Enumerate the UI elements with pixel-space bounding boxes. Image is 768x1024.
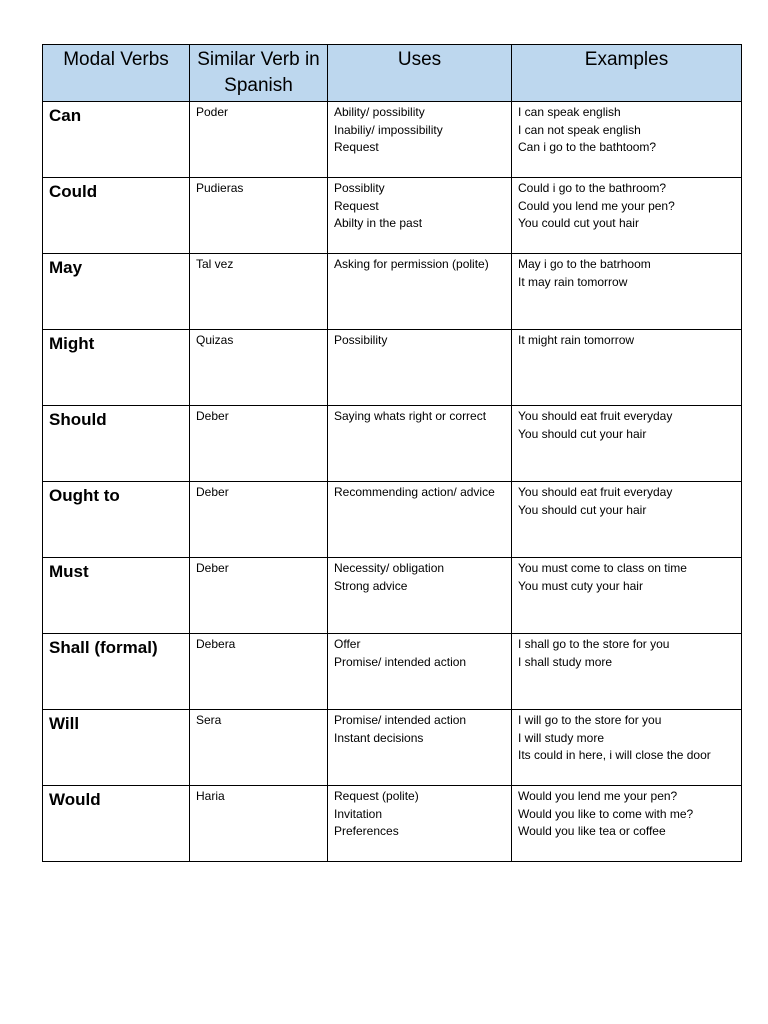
- examples-cell: [512, 330, 742, 406]
- use-line: Ability/ possibility: [334, 105, 425, 119]
- examples-cell: [512, 634, 742, 710]
- use-line: Abilty in the past: [334, 216, 423, 230]
- spanish-verb-cell: Quizas: [190, 330, 328, 406]
- example-line: I can not speak english: [518, 122, 641, 137]
- example-line: I can speak english: [518, 105, 621, 119]
- table-row: [43, 178, 742, 254]
- table-row: [43, 254, 742, 330]
- modal-verb-cell: Must: [43, 558, 190, 634]
- example-line: It might rain tomorrow: [518, 333, 635, 347]
- examples-cell: [512, 102, 742, 178]
- uses-cell: [328, 178, 512, 254]
- examples-cell: [512, 558, 742, 634]
- use-line: Request: [334, 140, 379, 154]
- spanish-verb-cell: Deber: [190, 406, 328, 482]
- uses-cell: [328, 634, 512, 710]
- example-line: May i go to the batrhoom: [518, 257, 651, 271]
- use-line: Strong advice: [334, 578, 408, 593]
- example-line: Could i go to the bathroom?: [518, 181, 667, 195]
- modal-verbs-table: [42, 44, 742, 862]
- example-line: I shall study more: [518, 654, 613, 669]
- uses-cell: [328, 330, 512, 406]
- example-line: I will go to the store for you: [518, 713, 662, 727]
- table-row: [43, 786, 742, 862]
- example-line: Would you lend me your pen?: [518, 789, 678, 803]
- uses-cell: [328, 482, 512, 558]
- uses-cell: [328, 558, 512, 634]
- table-row: [43, 102, 742, 178]
- example-line: You must come to class on time: [518, 561, 687, 575]
- example-line: You should cut your hair: [518, 502, 647, 517]
- modal-verb-cell: Could: [43, 178, 190, 254]
- uses-cell: [328, 406, 512, 482]
- modal-verb-cell: Can: [43, 102, 190, 178]
- spanish-verb-cell: Sera: [190, 710, 328, 786]
- spanish-verb-cell: Pudieras: [190, 178, 328, 254]
- example-line: You could cut yout hair: [518, 216, 639, 230]
- table-row: [43, 406, 742, 482]
- spanish-verb-cell: Debera: [190, 634, 328, 710]
- modal-verb-cell: May: [43, 254, 190, 330]
- table-body: [43, 102, 742, 862]
- example-line: Would you like tea or coffee: [518, 824, 666, 838]
- header-examples: Examples: [512, 45, 742, 102]
- modal-verb-cell: Ought to: [43, 482, 190, 558]
- use-line: Request (polite): [334, 789, 419, 803]
- examples-cell: [512, 178, 742, 254]
- header-row: [43, 45, 742, 102]
- uses-cell: [328, 786, 512, 862]
- use-line: Asking for permission (polite): [334, 257, 489, 271]
- spanish-verb-cell: Haria: [190, 786, 328, 862]
- examples-cell: [512, 482, 742, 558]
- modal-verb-cell: Shall (formal): [43, 634, 190, 710]
- examples-cell: [512, 710, 742, 786]
- use-line: Preferences: [334, 824, 399, 838]
- example-line: You should eat fruit everyday: [518, 485, 673, 499]
- example-line: You should cut your hair: [518, 426, 647, 441]
- use-line: Recommending action/ advice: [334, 485, 495, 499]
- table-row: [43, 330, 742, 406]
- table-row: [43, 710, 742, 786]
- use-line: Promise/ intended action: [334, 654, 467, 669]
- examples-cell: [512, 786, 742, 862]
- spanish-verb-cell: Poder: [190, 102, 328, 178]
- header-modal-verbs: Modal Verbs: [43, 45, 190, 102]
- document-page: [42, 44, 741, 862]
- example-line: Could you lend me your pen?: [518, 198, 675, 213]
- table-row: [43, 482, 742, 558]
- uses-cell: [328, 254, 512, 330]
- example-line: You must cuty your hair: [518, 578, 643, 593]
- use-line: Request: [334, 198, 379, 213]
- modal-verb-cell: Might: [43, 330, 190, 406]
- spanish-verb-cell: Tal vez: [190, 254, 328, 330]
- modal-verb-cell: Will: [43, 710, 190, 786]
- use-line: Inabiliy/ impossibility: [334, 122, 443, 137]
- use-line: Necessity/ obligation: [334, 561, 445, 575]
- example-line: Can i go to the bathtoom?: [518, 140, 657, 154]
- table-row: [43, 634, 742, 710]
- examples-cell: [512, 254, 742, 330]
- header-uses: Uses: [328, 45, 512, 102]
- spanish-verb-cell: Deber: [190, 482, 328, 558]
- use-line: Invitation: [334, 806, 383, 821]
- table-header: [43, 45, 742, 102]
- table-row: [43, 558, 742, 634]
- modal-verb-cell: Should: [43, 406, 190, 482]
- modal-verb-cell: Would: [43, 786, 190, 862]
- use-line: Saying whats right or correct: [334, 409, 487, 423]
- header-similar-verb-spanish: Similar Verb in Spanish: [190, 45, 328, 102]
- example-line: I will study more: [518, 730, 605, 745]
- example-line: It may rain tomorrow: [518, 274, 628, 289]
- use-line: Possibility: [334, 333, 388, 347]
- spanish-verb-cell: Deber: [190, 558, 328, 634]
- example-line: You should eat fruit everyday: [518, 409, 673, 423]
- uses-cell: [328, 102, 512, 178]
- use-line: Offer: [334, 637, 361, 651]
- example-line: Would you like to come with me?: [518, 806, 694, 821]
- examples-cell: [512, 406, 742, 482]
- example-line: Its could in here, i will close the door: [518, 748, 711, 762]
- use-line: Promise/ intended action: [334, 713, 467, 727]
- uses-cell: [328, 710, 512, 786]
- example-line: I shall go to the store for you: [518, 637, 670, 651]
- use-line: Instant decisions: [334, 730, 424, 745]
- use-line: Possiblity: [334, 181, 385, 195]
